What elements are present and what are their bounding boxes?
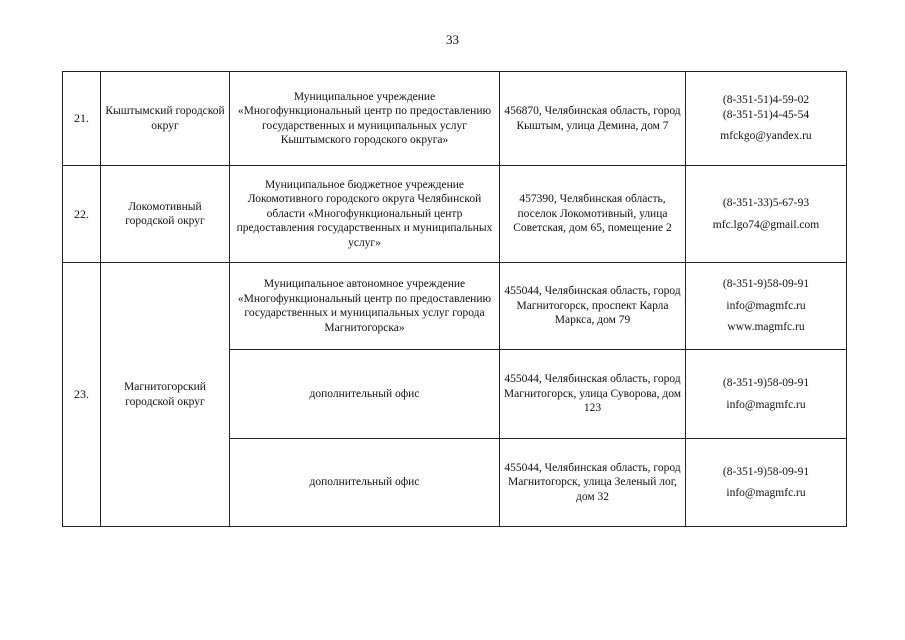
contacts-cell xyxy=(686,72,847,166)
address-cell: 455044, Челябинская область, город Магнитогорск, улица Зеленый лог, дом 32 xyxy=(500,439,686,527)
contacts-cell xyxy=(686,263,847,350)
email-address: mfc.lgo74@gmail.com xyxy=(712,218,820,231)
table-row xyxy=(63,72,847,166)
row-number: 21. xyxy=(63,72,101,166)
email-address: mfckgo@yandex.ru xyxy=(720,130,812,143)
institution-cell: дополнительный офис xyxy=(230,439,500,527)
website-address: www.magmfc.ru xyxy=(727,321,805,334)
mfc-table xyxy=(62,71,847,527)
row-number: 23. xyxy=(63,263,101,527)
address-cell: 455044, Челябинская область, город Магнитогорск, улица Суворова, дом 123 xyxy=(500,350,686,439)
institution-cell: дополнительный офис xyxy=(230,350,500,439)
institution-cell: Муниципальное бюджетное учреждение Локомотивного городского округа Челябинской области «Многофункциональный центр предоставления государственных и муниципальных услуг» xyxy=(230,166,500,263)
row-number: 22. xyxy=(63,166,101,263)
district-cell: Магнитогорский городской округ xyxy=(101,263,230,527)
table-row xyxy=(63,166,847,263)
email-address: info@magmfc.ru xyxy=(726,487,806,499)
phone-number: (8-351-9)58-09-91 xyxy=(722,278,810,291)
email-address: info@magmfc.ru xyxy=(726,398,806,411)
address-cell: 457390, Челябинская область, поселок Локомотивный, улица Советская, дом 65, помещение 2 xyxy=(500,166,686,263)
institution-cell: Муниципальное учреждение «Многофункциональный центр по предоставлению государственных и муниципальных услуг Кыштымского городского округа» xyxy=(230,72,500,166)
page-number: 33 xyxy=(446,32,459,47)
phone-number: (8-351-51)4-45-54 xyxy=(722,108,810,121)
table-row xyxy=(63,263,847,350)
phone-number: (8-351-9)58-09-91 xyxy=(722,377,810,389)
phone-number: (8-351-9)58-09-91 xyxy=(722,465,810,478)
district-cell: Локомотивный городской округ xyxy=(101,166,230,263)
phone-number: (8-351-33)5-67-93 xyxy=(722,197,810,209)
phone-number: (8-351-51)4-59-02 xyxy=(722,94,810,107)
contacts-cell xyxy=(686,350,847,439)
email-address: info@magmfc.ru xyxy=(726,299,806,312)
address-cell: 456870, Челябинская область, город Кыштым, улица Демина, дом 7 xyxy=(500,72,686,166)
contacts-cell xyxy=(686,166,847,263)
contacts-cell xyxy=(686,439,847,527)
address-cell: 455044, Челябинская область, город Магнитогорск, проспект Карла Маркса, дом 79 xyxy=(500,263,686,350)
district-cell: Кыштымский городской округ xyxy=(101,72,230,166)
institution-cell: Муниципальное автономное учреждение «Многофункциональный центр по предоставлению государственных и муниципальных услуг города Магнитогорска» xyxy=(230,263,500,350)
